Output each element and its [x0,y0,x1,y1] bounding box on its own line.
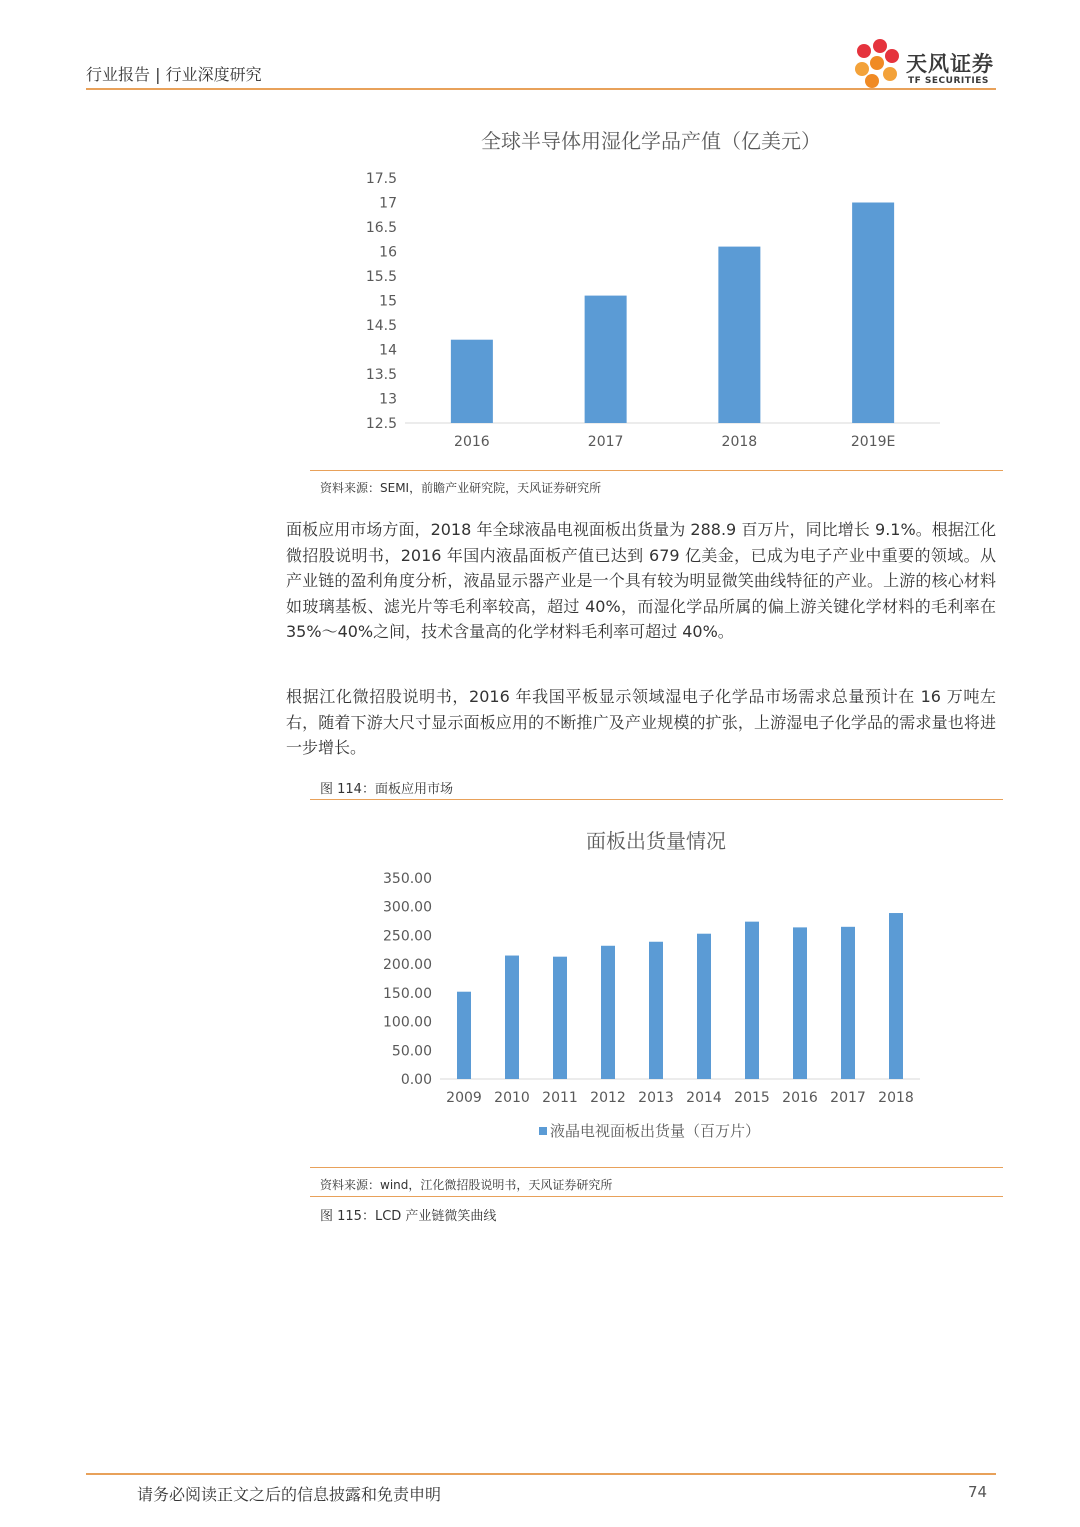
page-number: 74 [968,1483,988,1501]
x-tick-label: 2016 [782,1090,818,1106]
y-tick-label: 14.5 [365,318,397,334]
y-tick-label: 13 [379,391,397,408]
y-tick-label: 300.00 [383,899,432,916]
x-tick-label: 2018 [878,1090,914,1106]
figure115-rule [310,1196,1003,1197]
y-tick-label: 17 [379,195,397,212]
figure115-caption: 图 115：LCD 产业链微笑曲线 [320,1209,497,1224]
chart2-source-rule [310,1167,1003,1168]
y-tick-label: 12.5 [365,416,397,432]
x-tick-label: 2013 [638,1090,674,1106]
x-tick-label: 2017 [830,1090,866,1106]
bar-2018 [718,247,760,423]
bar-2015 [745,922,759,1079]
x-tick-label: 2010 [494,1090,530,1106]
paragraph-panel-market: 面板应用市场方面，2018 年全球液晶电视面板出货量为 288.9 百万片，同比增长 9.1%。根据江化微招股说明书，2016 年国内液晶面板产值已达到 679 亿美金，已成为电子产业中重要的领域。从产业链的盈利角度分析，液晶显示器产业是一个具有较为明显微笑曲线特征的产业。上游的核心材料如玻璃基板、滤光片等毛利率较高，超过 40%，而湿化学品所属的偏上游关键化学材料的毛利率在 35%～40%之间，技术含量高的化学材料毛利率可超过 40%。 [286,520,996,641]
figure114-caption: 图 114：面板应用市场 [320,782,453,797]
y-tick-label: 17.5 [365,171,397,187]
bar-2018 [889,913,903,1079]
bar-2016 [451,340,493,423]
bar-2017 [841,927,855,1079]
x-tick-label: 2019E [850,434,896,450]
figure114-rule [310,799,1003,800]
bar-2017 [585,296,627,423]
x-tick-label: 2014 [686,1090,722,1106]
x-tick-label: 2017 [587,434,624,450]
bar-2016 [793,927,807,1079]
chart-title: 面板出货量情况 [586,829,726,853]
y-tick-label: 14 [379,342,397,359]
chart2-source: 资料来源：wind，江化微招股说明书，天风证券研究所 [320,1178,613,1192]
chart-title: 全球半导体用湿化学品产值（亿美元） [481,129,821,153]
chart-panel-shipments [300,818,1000,1153]
bar-2013 [649,942,663,1079]
x-tick-label: 2018 [721,434,758,450]
bar-2009 [457,992,471,1079]
legend-swatch [539,1127,547,1135]
y-tick-label: 50.00 [391,1043,432,1060]
x-tick-label: 2011 [542,1090,578,1106]
y-tick-label: 150.00 [383,985,432,1002]
x-tick-label: 2016 [454,434,490,450]
y-tick-label: 200.00 [383,957,432,974]
x-tick-label: 2009 [446,1090,482,1106]
footer-divider [86,1473,996,1475]
footer-disclaimer: 请务必阅读正文之后的信息披露和免责申明 [137,1485,442,1504]
bar-2011 [553,957,567,1079]
y-tick-label: 100.00 [383,1014,432,1031]
chart1-source: 资料来源：SEMI，前瞻产业研究院，天风证券研究所 [320,481,602,495]
bar-2012 [601,946,615,1079]
x-tick-label: 2012 [590,1090,626,1106]
y-tick-label: 350.00 [383,871,432,887]
y-tick-label: 15.5 [365,269,397,285]
x-tick-label: 2015 [734,1090,770,1106]
y-tick-label: 13.5 [365,367,397,383]
y-tick-label: 16 [379,244,397,261]
legend-label: 液晶电视面板出货量（百万片） [550,1122,761,1140]
paragraph-wet-chemicals-demand: 根据江化微招股说明书，2016 年我国平板显示领域湿电子化学品市场需求总量预计在 16 万吨左右，随着下游大尺寸显示面板应用的不断推广及产业规模的扩张，上游湿电子化学品的需求量也将进一步增长。 [286,687,996,757]
source-rule-top [310,470,1003,471]
logo-text-cn: 天风证券 [906,52,994,76]
bar-2010 [505,956,519,1079]
y-tick-label: 250.00 [383,928,432,945]
y-tick-label: 0.00 [400,1072,432,1088]
y-tick-label: 16.5 [365,220,397,236]
chart-wet-chemicals-output [300,118,1000,458]
header-report-type: 行业报告 | 行业深度研究 [86,65,262,84]
logo-text-en: TF SECURITIES [908,76,989,86]
bar-2014 [697,934,711,1079]
bar-2019E [852,203,894,424]
y-tick-label: 15 [379,293,397,310]
